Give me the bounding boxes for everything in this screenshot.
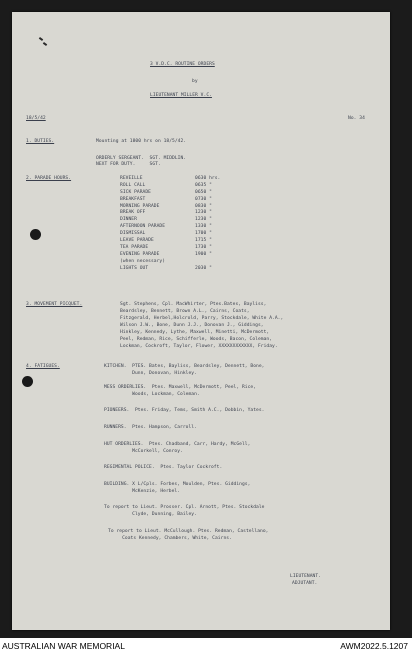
parade-item-name: ROLL CALL	[120, 182, 146, 188]
parade-item-name: MORNING PARADE	[120, 203, 160, 209]
parade-item-time: 1715 "	[195, 238, 212, 244]
fatigue-line: MESS ORDERLIES. Ptes. Maxwell, McDermott, Peel, Rice,	[104, 385, 257, 390]
duties-line: Mounting at 1800 hrs on 18/5/42.	[96, 139, 187, 144]
parade-item-name: SICK PARADE	[120, 189, 151, 195]
picquet-line: Sgt. Stephens, Cpl. MacWhirter, Ptes.Bates, Bayliss,	[120, 302, 267, 307]
picquet-line: Peel, Redman, Rice, Schifferle, Woods, Bacon, Coleman,	[120, 337, 273, 342]
section-fatigues-label: 4. FATIGUES.	[26, 364, 60, 369]
fatigue-line: Coats Kennedy, Chambers, White, Cairns.	[108, 536, 232, 541]
parade-item-time: 0630 hrs.	[195, 176, 221, 181]
parade-item-time: 1230 "	[195, 210, 212, 216]
fatigue-line: REGIMENTAL POLICE. Ptes. Taylor Cockroft.	[104, 465, 223, 470]
footer-bar	[0, 638, 412, 653]
duties-line: NEXT FOR DUTY. SGT.	[96, 162, 161, 167]
parade-item-time: 1730 "	[195, 244, 212, 250]
fatigue-line: HUT ORDERLIES. Ptes. Chadband, Carr, Hardy, McGell,	[104, 442, 251, 447]
parade-item-name: (when necessary)	[120, 258, 166, 264]
order-date: 18/5/42	[26, 116, 46, 121]
parade-item-name: DINNER	[120, 217, 137, 223]
fatigue-line: To report to Lieut. Prosser. Cpl. Arnott, Ptes. Stockdale	[104, 505, 265, 510]
parade-item-time: 1900 "	[195, 251, 212, 257]
picquet-line: Fitzgerald, Herbel,Holcrold, Parry, Stockdale, White A.A.,	[120, 316, 284, 321]
fatigue-line: Clyde, Dunning, Bailey.	[104, 512, 197, 517]
fatigue-line: RUNNERS. Ptes. Hampson, Carroll.	[104, 425, 197, 430]
parade-schedule-names	[120, 176, 165, 272]
fatigue-line: McKenzie, Herbel.	[104, 489, 181, 494]
fatigue-line: Dunn, Donovan, Hinkley.	[104, 371, 197, 376]
punch-hole	[30, 229, 41, 240]
fatigue-line: PIONEERS. Ptes. Friday, Tems, Smith A.C., Dobbin, Yates.	[104, 408, 265, 413]
parade-item-name: LIGHTS OUT	[120, 265, 149, 271]
picquet-line: Beardsley, Bennett, Brown A.L., Cairns, Coats,	[120, 309, 250, 314]
parade-item-time: 0635 "	[195, 182, 212, 188]
footer-accession-number: AWM2022.5.1207	[340, 641, 408, 651]
footer-institution: AUSTRALIAN WAR MEMORIAL	[2, 641, 125, 651]
picquet-line: Wilson J.W., Bone, Dunn J.J., Donovan J., Giddings,	[120, 323, 264, 328]
signature-rank: LIEUTENANT.	[290, 574, 321, 579]
document-page	[12, 12, 390, 630]
parade-item-name: BREAK OFF	[120, 210, 146, 216]
parade-item-time: 0730 "	[195, 196, 212, 202]
parade-item-name: DISMISSAL	[120, 231, 146, 237]
picquet-line: Lockman, Cockroft, Taylor, Flower, XXXXXXXXXXXX, Friday.	[120, 344, 278, 349]
document-author: LIEUTENANT MILLER V.C.	[150, 93, 212, 98]
punch-hole	[22, 376, 33, 387]
order-number: No. 34	[348, 116, 365, 121]
parade-item-time: 1230 "	[195, 217, 212, 223]
fatigue-line: McCorkell, Conroy.	[104, 449, 183, 454]
paper-mark	[39, 37, 43, 41]
section-parade-label: 2. PARADE HOURS.	[26, 176, 72, 181]
parade-item-time: 2030 "	[195, 265, 212, 271]
parade-item-name: EVENING PARADE	[120, 251, 160, 257]
parade-item-time: 0830 "	[195, 203, 212, 209]
parade-item-name: AFTERNOON PARADE	[120, 224, 166, 230]
parade-item-time: 0650 "	[195, 189, 212, 195]
parade-item-name: BREAKFAST	[120, 196, 146, 202]
fatigue-line: BUILDING. X L/Cpls. Forbes, Moulden, Ptes. Giddings,	[104, 482, 251, 487]
document-title: 3 V.D.C. ROUTINE ORDERS	[150, 62, 215, 67]
parade-item-name: REVEILLE	[120, 176, 143, 181]
parade-schedule-times	[195, 176, 220, 272]
fatigue-line: KITCHEN. PTES. Bates, Bayliss, Beardsley, Dennett, Bone,	[104, 364, 265, 369]
signature-role: ADJUTANT.	[292, 581, 318, 586]
document-by: by	[192, 79, 198, 84]
picquet-line: Hinkley, Kennedy, Lythe, Maxwell, Minetti, McDermott,	[120, 330, 270, 335]
section-duties-label: 1. DUTIES.	[26, 139, 55, 144]
parade-item-name: TEA PARADE	[120, 244, 149, 250]
parade-item-time: 1700 "	[195, 231, 212, 237]
parade-item-name: LEAVE PARADE	[120, 238, 154, 244]
parade-item-time: 1330 "	[195, 224, 212, 230]
section-picquet-label: 3. MOVEMENT PICQUET.	[26, 302, 83, 307]
paper-mark	[43, 42, 47, 46]
fatigue-line: Woods, Lockman, Coleman.	[104, 392, 200, 397]
fatigue-line: To report to Lieut. McCullough. Ptes. Redman, Castellano,	[108, 529, 269, 534]
parade-item-time	[195, 259, 220, 266]
duties-line: ORDERLY SERGEANT. SGT. MIDDLIN.	[96, 156, 187, 161]
